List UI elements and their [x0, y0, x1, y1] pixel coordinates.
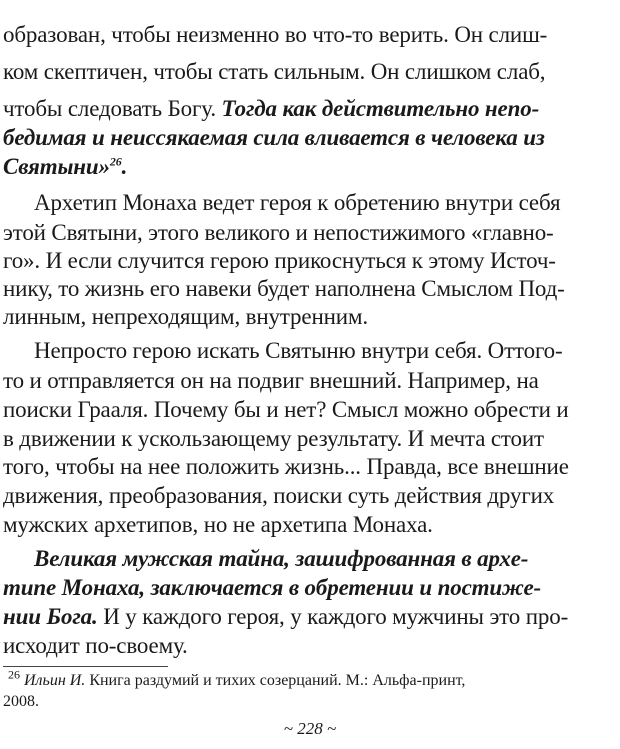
- text-run: ком скептичен, чтобы стать сильным. Он слишком слаб,: [3, 59, 546, 84]
- text-run: го». И если случится герою прикоснуться к этому Источ-: [3, 248, 556, 273]
- footnote: [8, 667, 613, 692]
- text-run: мужских архетипов, но не архетипа Монаха.: [3, 512, 433, 537]
- text-line: [3, 18, 613, 52]
- text-run: И у каждого героя, у каждого мужчины это про-: [103, 604, 569, 629]
- punctuation: .: [121, 154, 128, 179]
- footnote-reference: 26: [109, 154, 122, 169]
- footnote-marker: 26: [8, 667, 20, 682]
- footnote-year: 2008.: [3, 693, 39, 710]
- text-run: исходит по-своему.: [3, 633, 188, 658]
- emphasized-text: Тогда как действительно непо-: [221, 96, 540, 121]
- footnote-divider: [3, 666, 168, 667]
- text-line: [34, 334, 614, 368]
- text-line: [3, 150, 613, 184]
- footnote-continuation: [3, 691, 613, 713]
- text-run: линным, непреходящим, внутренним.: [3, 304, 368, 329]
- footnote-author: Ильин И.: [24, 672, 86, 689]
- text-line: [3, 55, 613, 89]
- text-line: [3, 300, 613, 334]
- text-run: образован, чтобы неизменно во что-то верить. Он слиш-: [3, 22, 548, 47]
- text-run: движения, преобразования, поиски суть действия других: [3, 483, 555, 508]
- emphasized-text: Святыни»: [3, 154, 110, 179]
- text-line: [34, 186, 614, 220]
- text-run: то и отправляется он на подвиг внешний. Например, на: [3, 368, 539, 393]
- text-run: поиски Грааля. Почему бы и нет? Смысл можно обрести и: [3, 397, 569, 422]
- emphasized-text: Великая мужская тайна, зашифрованная в архе-: [34, 546, 529, 571]
- text-line: [3, 508, 613, 542]
- text-run: того, чтобы на нее положить жизнь... Правда, все внешние: [3, 454, 569, 479]
- text-run: этой Святыни, этого великого и непостижимого «главно-: [3, 220, 554, 245]
- text-run: Непросто герою искать Святыню внутри себя. Оттого-: [34, 338, 563, 363]
- text-run: чтобы следовать Богу.: [3, 96, 216, 121]
- emphasized-text: бедимая и неиссякаемая сила вливается в человека из: [3, 125, 545, 150]
- emphasized-text: нии Бога.: [3, 604, 98, 629]
- page-number: ~ 228 ~: [283, 719, 337, 738]
- text-run: в движении к ускользающему результату. И мечта стоит: [3, 426, 544, 451]
- text-run: Архетип Монаха ведет героя к обретению внутри себя: [34, 190, 561, 215]
- text-run: нику, то жизнь его навеки будет наполнена Смыслом Под-: [3, 276, 565, 301]
- text-line: [3, 629, 613, 663]
- emphasized-text: типе Монаха, заключается в обретении и постиже-: [3, 575, 542, 600]
- footnote-text: Книга раздумий и тихих созерцаний. М.: Альфа-принт,: [89, 672, 466, 689]
